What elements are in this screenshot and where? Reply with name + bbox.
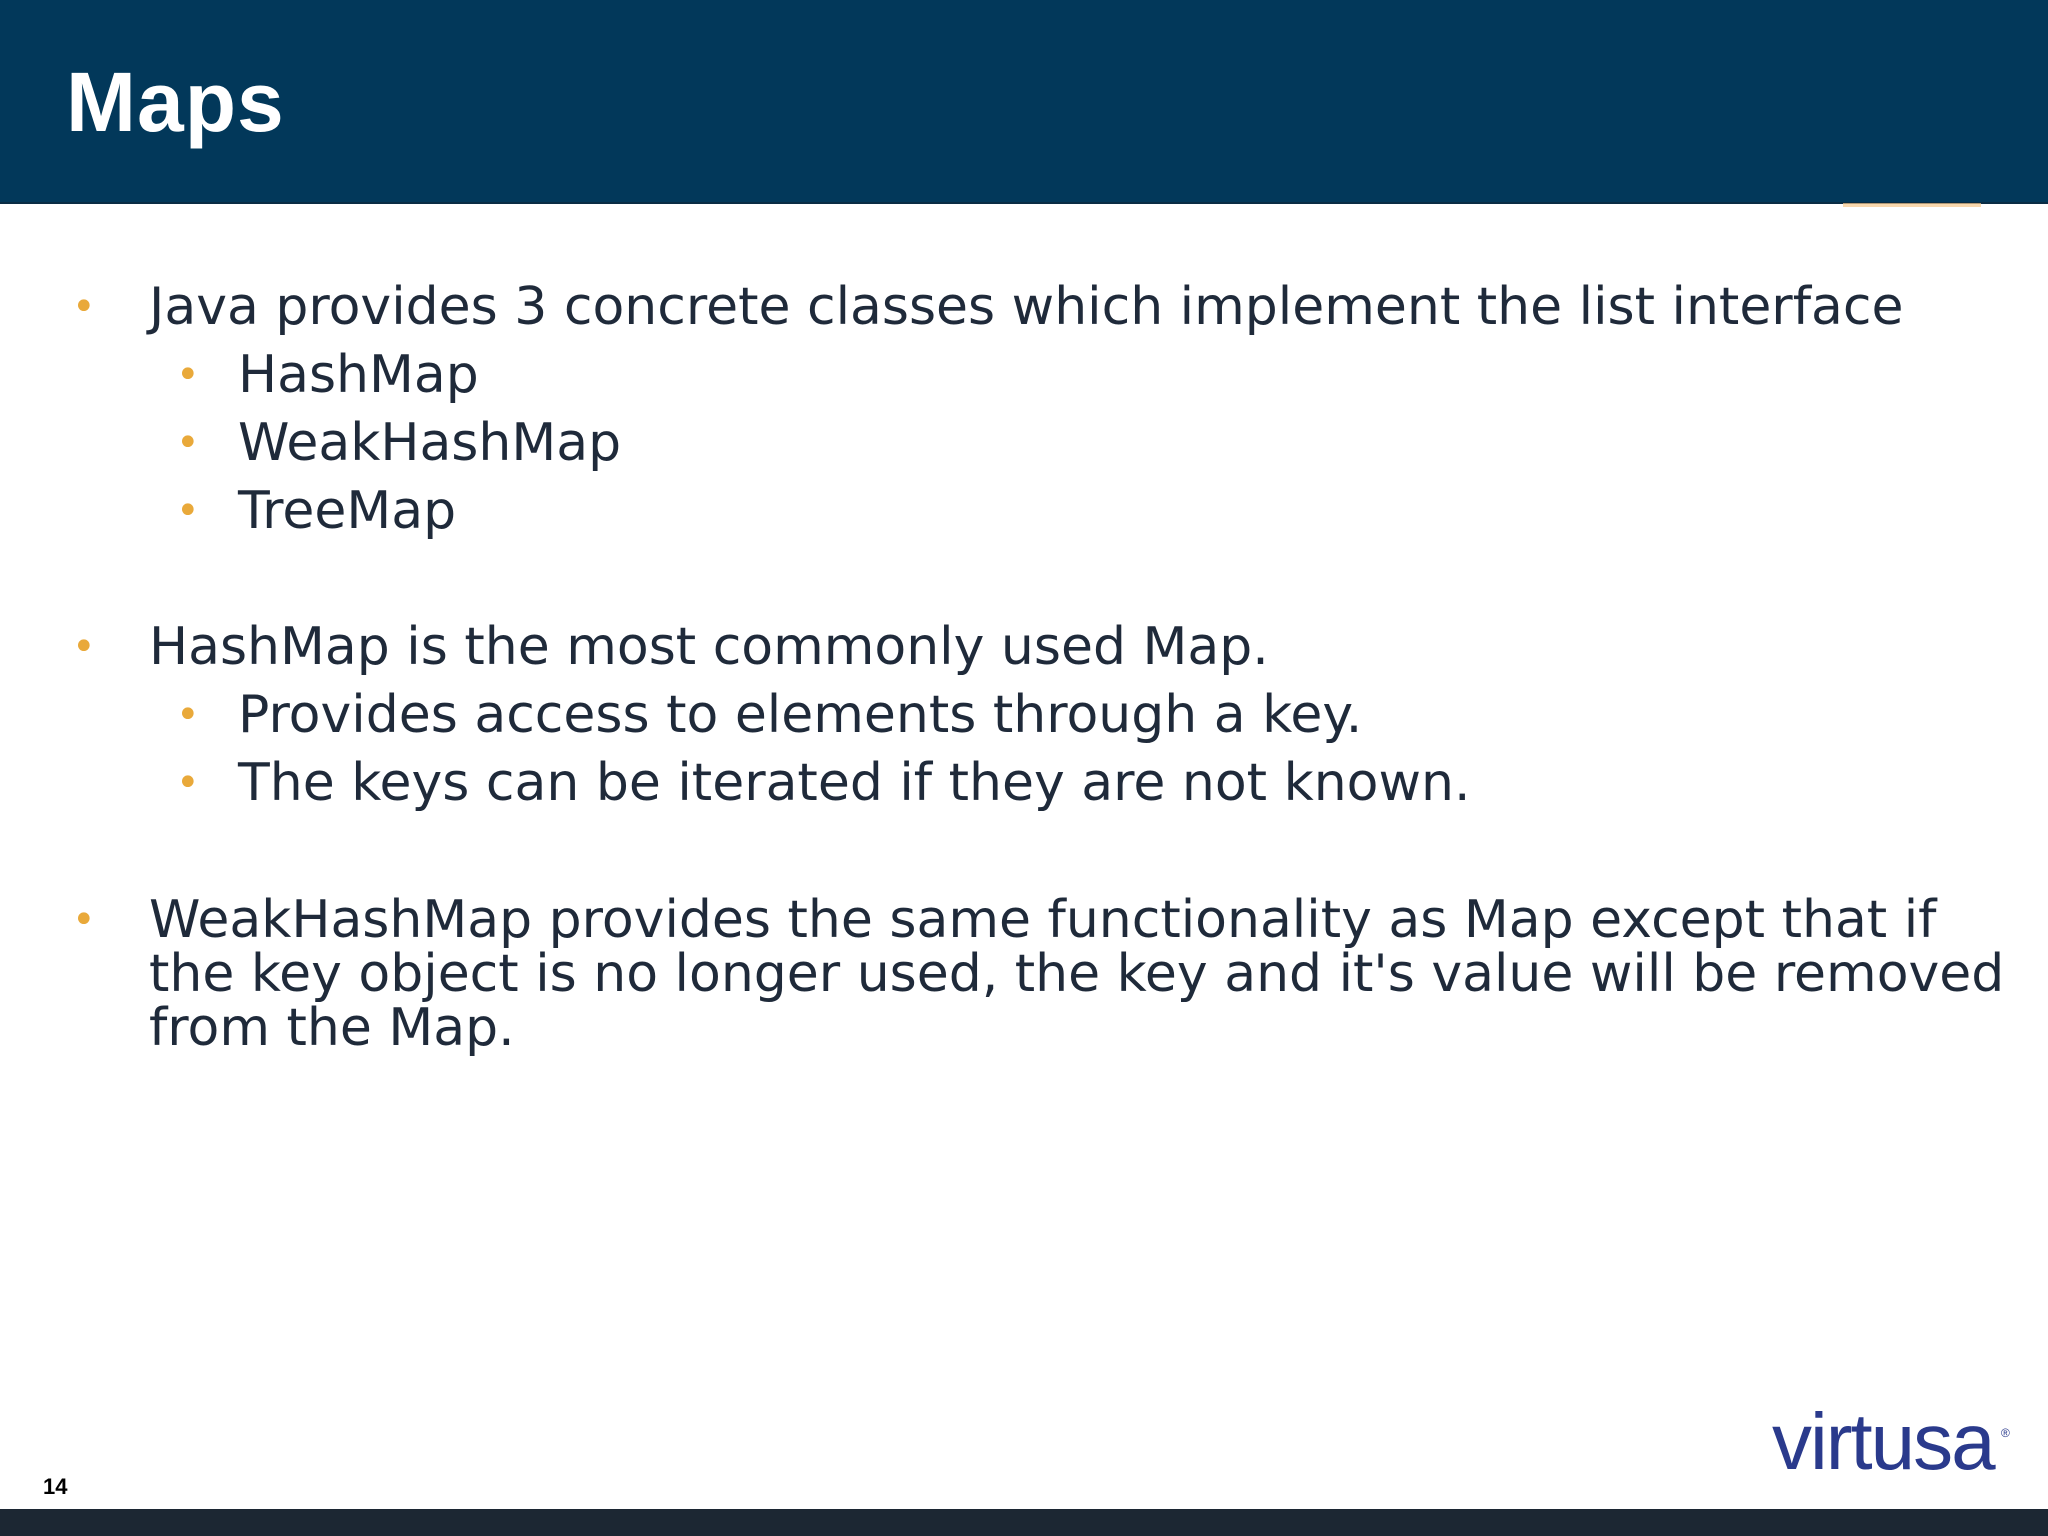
bullet-2-sub-1: Provides access to elements through a key. — [238, 685, 1363, 745]
bullet-icon: • — [176, 488, 200, 534]
bullet-icon: • — [72, 897, 96, 943]
bullet-1-sub-2: WeakHashMap — [238, 413, 622, 473]
bullet-3-line-1: WeakHashMap provides the same functionality as Map except that if — [149, 890, 1937, 950]
bullet-icon: • — [176, 352, 200, 398]
bullet-2-text: HashMap is the most commonly used Map. — [149, 617, 1269, 677]
bullet-icon: • — [72, 624, 96, 670]
bullet-icon: • — [72, 284, 96, 330]
footer-bar — [0, 1509, 2048, 1536]
page-number: 14 — [43, 1474, 68, 1499]
bullet-icon: • — [176, 760, 200, 806]
bullet-1-sub-3: TreeMap — [238, 481, 457, 541]
registered-mark: ® — [2001, 1426, 2010, 1440]
title-bar — [0, 0, 2048, 203]
bullet-icon: • — [176, 692, 200, 738]
slide-title: Maps — [66, 55, 285, 149]
bullet-icon: • — [176, 420, 200, 466]
virtusa-logo: virtusa — [1772, 1397, 1994, 1486]
bullet-3-line-2: the key object is no longer used, the key and it's value will be removed — [149, 944, 2005, 1004]
bullet-2-sub-2: The keys can be iterated if they are not known. — [238, 753, 1471, 813]
bullet-3-line-3: from the Map. — [149, 998, 515, 1058]
title-divider — [0, 202, 2048, 204]
bullet-1-sub-1: HashMap — [238, 345, 479, 405]
bullet-1-text: Java provides 3 concrete classes which implement the list interface — [149, 277, 1904, 337]
title-accent-line — [1843, 203, 1981, 207]
